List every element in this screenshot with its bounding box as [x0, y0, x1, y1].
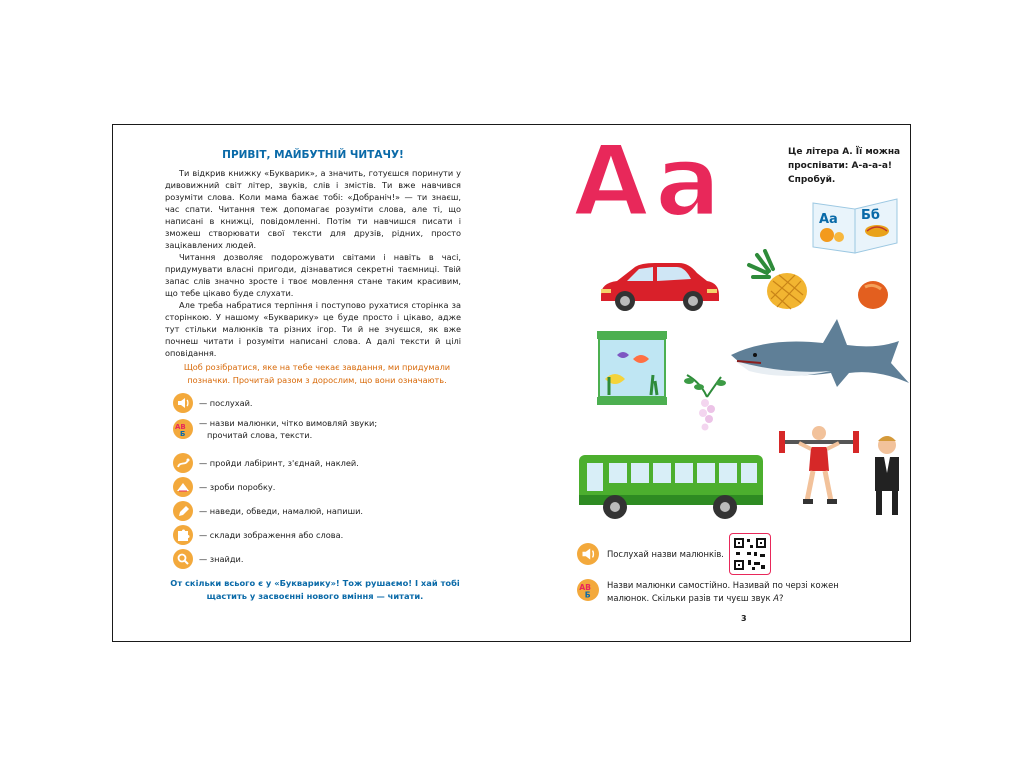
- intro-paragraph-3: Але треба набратися терпіння і поступово рухатися сторінка за сторінкою. У нашому «Букварику» це буде просто і цікаво, адже тут стільки малюнків та різних ігор. Ти й не зчуєшся, як вже почнеш читати і розуміти написані слова. А далі тексти й цілі оповідання.: [165, 300, 461, 358]
- legend-item-find: [173, 549, 243, 569]
- intro-paragraph-2: Читання дозволяє подорожувати світами і навіть в часі, придумувати власні пригоди, дізнаватися секретні таємниці. Твій запас слів значно зросте і твоє мовлення стане таким красивим, що тебе цікаво буде слухати.: [165, 252, 461, 298]
- abc-icon: [577, 579, 599, 601]
- aquarium-image: [595, 329, 669, 407]
- book-spread: [112, 124, 911, 642]
- book-letter-b: Бб: [861, 208, 880, 223]
- legend-item-maze: [173, 453, 359, 473]
- legend-text: — наведи, обведи, намалюй, напиши.: [199, 506, 363, 516]
- abc-icon: [173, 419, 193, 439]
- page-number: 3: [741, 614, 747, 623]
- weightlifter-image: [777, 421, 861, 507]
- speaker-icon: [173, 393, 193, 413]
- svg-text:Б: Б: [180, 430, 186, 438]
- legend-text: — зроби поробку.: [199, 482, 276, 492]
- right-page: [513, 125, 912, 641]
- legend-item-pencil: [173, 501, 363, 521]
- listen-text: Послухай назви малюнків.: [607, 549, 724, 559]
- wisteria-image: [681, 373, 731, 433]
- intro-text: [165, 167, 461, 359]
- book-letter-a: Аа: [819, 212, 838, 227]
- car-image: [595, 259, 723, 315]
- letter-note: Це літера А. Її можна проспівати: А-а-а-а! Спробуй.: [788, 147, 901, 185]
- svg-text:АВ: АВ: [579, 583, 592, 592]
- legend-text: — послухай.: [199, 398, 253, 408]
- legend-text-line1: — назви малюнки, чітко вимовляй звуки;: [199, 418, 378, 428]
- legend-text-line2: прочитай слова, тексти.: [207, 430, 313, 440]
- apricot-image: [855, 277, 891, 311]
- big-letter-a: Аа: [573, 125, 727, 239]
- pencil-icon: [173, 501, 193, 521]
- magnifier-icon: [173, 549, 193, 569]
- bus-image: [575, 451, 767, 523]
- boy-image: [869, 433, 905, 521]
- page-title: ПРИВІТ, МАЙБУТНІЙ ЧИТАЧУ!: [222, 149, 404, 161]
- svg-text:Б: Б: [584, 590, 591, 600]
- listen-instruction: [577, 543, 724, 565]
- legend-text: — пройди лабіринт, з'єднай, наклей.: [199, 458, 359, 468]
- svg-text:АВ: АВ: [175, 423, 186, 431]
- legend-item-abc: [173, 417, 377, 441]
- legend-item-craft: [173, 477, 275, 497]
- legend-text: [199, 417, 377, 441]
- speaker-icon[interactable]: [577, 543, 599, 565]
- maze-icon: [173, 453, 193, 473]
- puzzle-icon: [173, 525, 193, 545]
- legend-text: — склади зображення або слова.: [199, 530, 344, 540]
- name-instruction: [577, 579, 877, 605]
- left-page: [113, 125, 513, 641]
- legend-item-listen: [173, 393, 253, 413]
- qr-code[interactable]: [729, 533, 771, 575]
- legend-text: — знайди.: [199, 554, 244, 564]
- abc-book-image: [811, 193, 899, 255]
- name-text: Назви малюнки самостійно. Називай по черзі кожен малюнок. Скільки разів ти чуєш звук: [607, 580, 839, 603]
- shark-image: [727, 317, 913, 413]
- craft-icon: [173, 477, 193, 497]
- name-sound: А: [773, 593, 779, 603]
- icons-note: Щоб розібратися, яке на тебе чекає завдання, ми придумали позначки. Прочитай разом з дорослим, що вони означають.: [183, 362, 451, 385]
- name-text-wrap: Назви малюнки самостійно. Називай по черзі кожен малюнок. Скільки разів ти чуєш звук А?: [607, 580, 839, 603]
- closing-text: От скільки всього є у «Букварику»! Тож рушаємо! І хай тобі щастить у засвоєнні нового вміння — читати.: [170, 578, 460, 601]
- legend-item-puzzle: [173, 525, 343, 545]
- intro-paragraph-1: Ти відкрив книжку «Букварик», а значить, готуєшся поринути у дивовижний світ літер, звуків, слів і змістів. Ти вже навчився розуміти слова. Коли мама бажає тобі: «Добраніч!» — ти знаєш, час спати. Читання теж допомагає розуміти слова, але ті, що написані в книжці, повідомленні. Потім ти навчишся писати і зможеш створювати свої тексти для друзів, рідних, просто зацікавлених людей.: [165, 168, 461, 250]
- pineapple-image: [743, 249, 815, 313]
